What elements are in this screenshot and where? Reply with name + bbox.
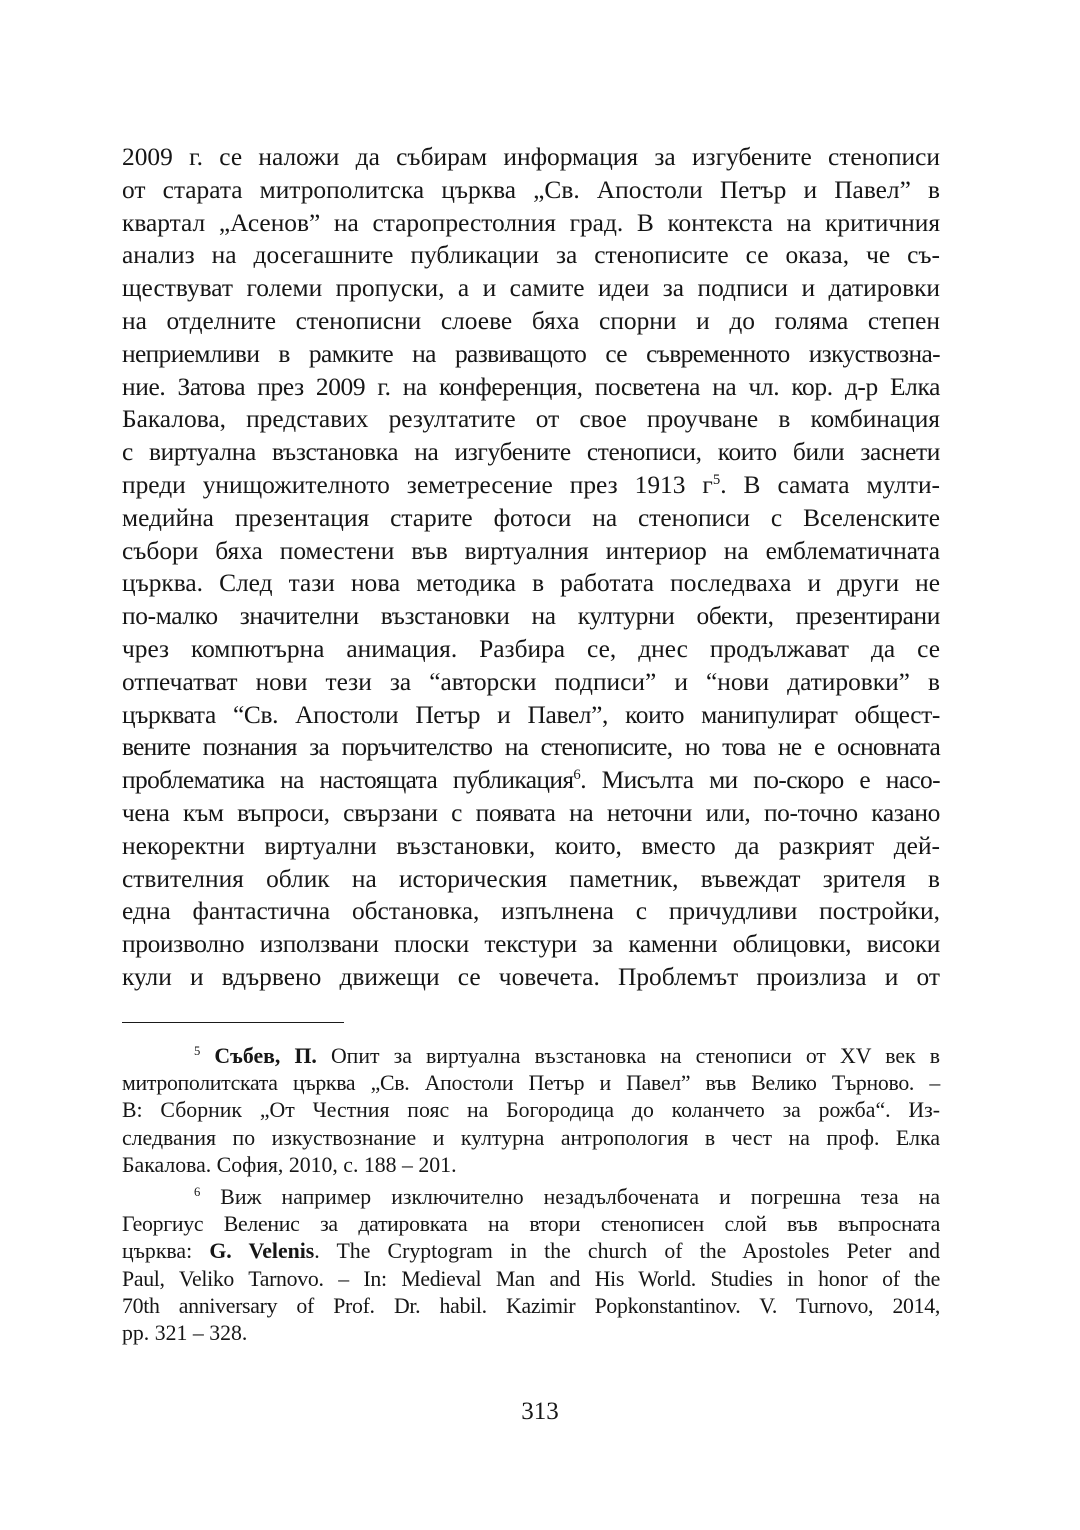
footnote-6-text: църква: [122,1239,210,1264]
text-line-part: . Мисълта ми по-скоро е насо- [580,766,940,795]
footnote-separator [122,1022,344,1023]
text-line: по-малко значителни възстановки на културни обекти, презентирани [122,602,940,631]
footnote-6-text: . The Cryptogram in the church of the Apostoles Peter and [314,1239,940,1264]
footnote-5-line: следвания по изкуствознание и културна антропология в чест на проф. Елка [122,1125,940,1150]
text-line: 2009 г. се наложи да събирам информация за изгубените стенописи [122,143,940,171]
text-line: некоректни виртуални възстановки, които, вместо да разкрият дей- [122,831,940,860]
main-text [122,141,940,994]
footnotes [122,1043,940,1347]
text-line: анализ на досегашните публикации за стенописите се оказа, че съ- [122,241,940,270]
text-line: на отделните стенописни слоеве бяха спорни и до голяма степен [122,306,940,335]
footnote-5-text: Опит за виртуална възстановка на стенописи от XV век в [316,1044,941,1068]
text-line: събори бяха поместени във виртуалния интериор на емблематичната [122,536,940,565]
text-line: ществуват големи пропуски, а и самите идеи за подписи и датировки [122,274,940,303]
page-number: 313 [521,1398,559,1425]
footnote-5-line: В: Сборник „От Честния пояс на Богородица до коланчето за рожба“. Из- [122,1098,940,1123]
text-line: чрез компютърна анимация. Разбира се, днес продължават да се [122,634,940,663]
footnote-ref-6[interactable]: 6 [573,767,581,784]
text-line-part: . В самата мулти- [720,470,940,499]
text-line: кули и вдървено движещи се човечета. Проблемът произлиза и от [122,962,940,991]
footnote-5-author: Събев, П. [214,1044,317,1068]
text-line: медийна презентация старите фотоси на стенописи с Вселенските [122,503,940,532]
text-line: църква. След тази нова методика в работата последваха и други не [122,569,940,598]
text-line: неприемливи в рамките на развиващото се съвременното изкуствозна- [122,339,940,368]
text-line-part: проблематика на настоящата публикация [122,766,574,795]
footnote-6-number: 6 [194,1185,201,1200]
footnote-6-line [122,1238,940,1265]
footnote-5-number: 5 [194,1044,201,1059]
footnote-6-author: G. Velenis [209,1239,315,1264]
text-line: ние. Затова през 2009 г. на конференция, посветена на чл. кор. д-р Елка [122,372,940,401]
footnote-6-text: Виж например изключително незадълбочената и погрешна теза на [200,1184,940,1209]
footnote-5-line [122,1043,940,1070]
text-line: църквата “Св. Апостоли Петър и Павел”, които манипулират общест- [122,700,940,729]
footnote-6-line: Георгиус Веленис за датировката на втори стенописен слой във въпросната [122,1212,940,1237]
footnote-ref-5[interactable]: 5 [712,471,721,488]
footnote-6-line: Paul, Veliko Tarnovo. – In: Medieval Man and His World. Studies in honor of the [122,1266,940,1291]
text-line: квартал „Асенов” на старопрестолния град. В контекста на критичния [122,208,940,237]
text-line: Бакалова, представих резултатите от свое проучване в комбинация [122,405,940,434]
text-line: произволно използвани плоски текстури за каменни облицовки, високи [122,930,940,959]
footnote-6-line: pp. 321 – 328. [122,1320,248,1345]
text-line-part: преди унищожителното земетресение през 1913 г [122,470,713,499]
text-line: чена към въпроси, свързани с появата на неточни или, по-точно казано [122,798,940,827]
text-line: с виртуална възстановка на изгубените стенописи, които били заснети [122,438,940,467]
text-line: отпечатват нови тези за “авторски подписи” и “нови датировки” в [122,667,940,696]
text-line: ствителния облик на историческия паметник, въвеждат зрителя в [122,864,940,893]
text-line [122,764,940,797]
text-line: вените познания за поръчителство на стенописите, но това не е основната [122,733,940,762]
footnote-5-line: Бакалова. София, 2010, с. 188 – 201. [122,1152,457,1177]
footnote-6-line [122,1184,940,1211]
text-line [122,469,940,502]
footnote-6-line: 70th anniversary of Prof. Dr. habil. Kazimir Popkonstantinov. V. Turnovo, 2014, [122,1293,940,1318]
text-line: една фантастична обстановка, изпълнена с причудливи постройки, [122,897,940,926]
text-line: от старата митрополитска църква „Св. Апостоли Петър и Павел” в [122,175,940,204]
footnote-5-line: митрополитската църква „Св. Апостоли Петър и Павел” във Велико Търново. – [122,1071,940,1096]
